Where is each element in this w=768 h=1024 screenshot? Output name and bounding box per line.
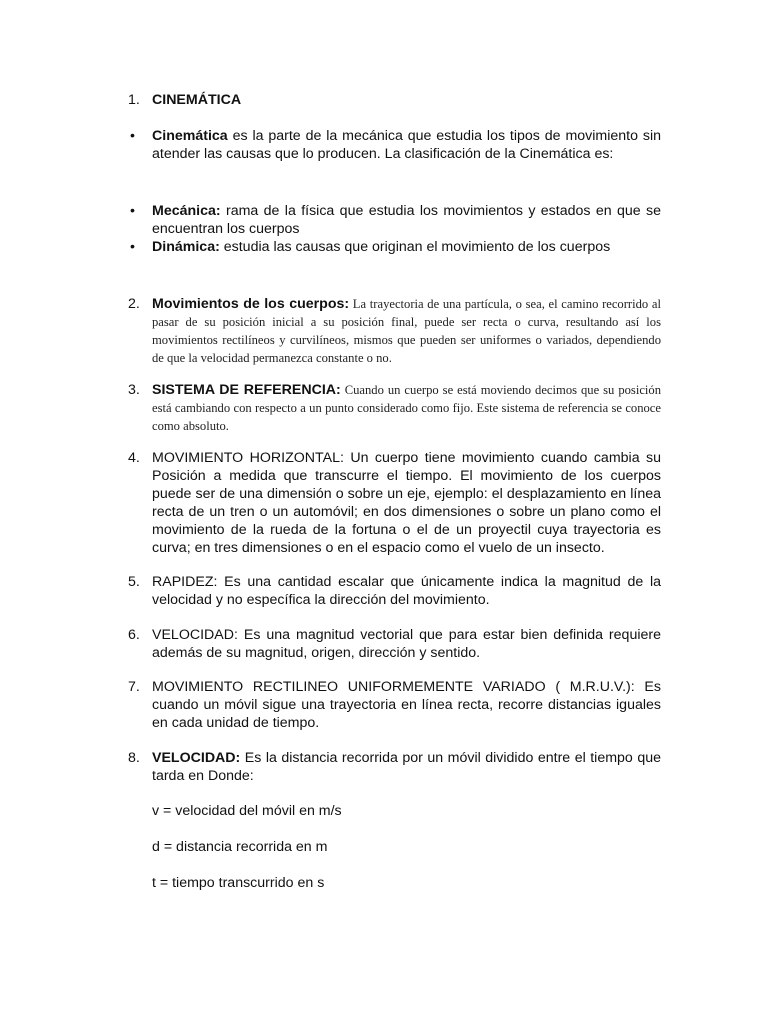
item-number: 3. [128,382,140,398]
definition-t [128,874,661,892]
item-text: VELOCIDAD: Es una magnitud vectorial que para estar bien definida requiere además de su magnitud, origen, dirección y sentido. [152,627,661,661]
item-text: Es la distancia recorrida por un móvil dividido entre el tiempo que tarda en Donde: [152,750,661,784]
definition-text: d = distancia recorrida en m [152,839,328,855]
list-item-8 [128,749,661,785]
bullet-term: Dinámica: [152,239,220,255]
item-number: 2. [128,296,140,312]
list-item-3 [128,381,661,435]
bullet-item-mecanica [128,202,661,238]
definition-text: t = tiempo transcurrido en s [152,875,325,891]
definition-v [128,802,661,820]
bullet-item-cinematica [128,127,661,163]
bullet-icon: • [130,128,135,144]
list-item-4 [128,449,661,557]
item-term: Movimientos de los cuerpos: [152,296,350,312]
item-text: Cuando un cuerpo se está moviendo decimos que su posición está cambiando con respecto a un punto considerado como fijo. Este sistema de referencia se conoce como absoluto. [152,383,661,433]
item-number: 6. [128,627,140,643]
section-number: 1. [128,92,140,108]
list-item-6 [128,626,661,662]
item-text: RAPIDEZ: Es una cantidad escalar que únicamente indica la magnitud de la velocidad y no específica la dirección del movimiento. [152,574,661,608]
section-title: CINEMÁTICA [152,92,242,108]
item-text: MOVIMIENTO HORIZONTAL: Un cuerpo tiene movimiento cuando cambia su Posición a medida que transcurre el tiempo. El movimiento de los cuerpos puede ser de una dimensión o sobre un eje, ejemplo: el desplazamiento en línea recta de un tren o un automóvil; en dos dimensiones o sobre un plano como el movimiento de la rueda de la fortuna o el de un proyectil cuya trayectoria es curva; en tres dimensiones o en el espacio como el vuelo de un insecto. [152,450,661,556]
bullet-item-dinamica [128,238,661,256]
item-number: 7. [128,679,140,695]
bullet-icon: • [130,203,135,219]
definition-text: v = velocidad del móvil en m/s [152,803,342,819]
list-item-7 [128,678,661,732]
bullet-term: Cinemática [152,128,228,144]
section-heading [128,91,661,109]
definition-d [128,838,661,856]
item-term: VELOCIDAD: [152,750,241,766]
bullet-icon: • [130,239,135,255]
item-number: 8. [128,750,140,766]
bullet-text: estudia las causas que originan el movimiento de los cuerpos [219,239,611,255]
bullet-text: es la parte de la mecánica que estudia los tipos de movimiento sin atender las causas que lo producen. La clasificación de la Cinemática es: [152,128,661,162]
bullet-text: rama de la física que estudia los movimientos y estados en que se encuentran los cuerpos [152,203,661,237]
list-item-2 [128,295,661,367]
item-number: 5. [128,574,140,590]
item-text: La trayectoria de una partícula, o sea, el camino recorrido al pasar de su posición inicial a su posición final, puede ser recta o curva, resultando así los movimientos rectilíneos y curvilíneos, mismos que pueden ser uniformes o variados, dependiendo de que la velocidad permanezca constante o no. [152,297,661,365]
bullet-term: Mecánica: [152,203,221,219]
list-item-5 [128,573,661,609]
item-term: SISTEMA DE REFERENCIA: [152,382,341,398]
item-text: MOVIMIENTO RECTILINEO UNIFORMEMENTE VARIADO ( M.R.U.V.): Es cuando un móvil sigue una trayectoria en línea recta, recorre distancias iguales en cada unidad de tiempo. [152,679,661,731]
item-number: 4. [128,450,140,466]
